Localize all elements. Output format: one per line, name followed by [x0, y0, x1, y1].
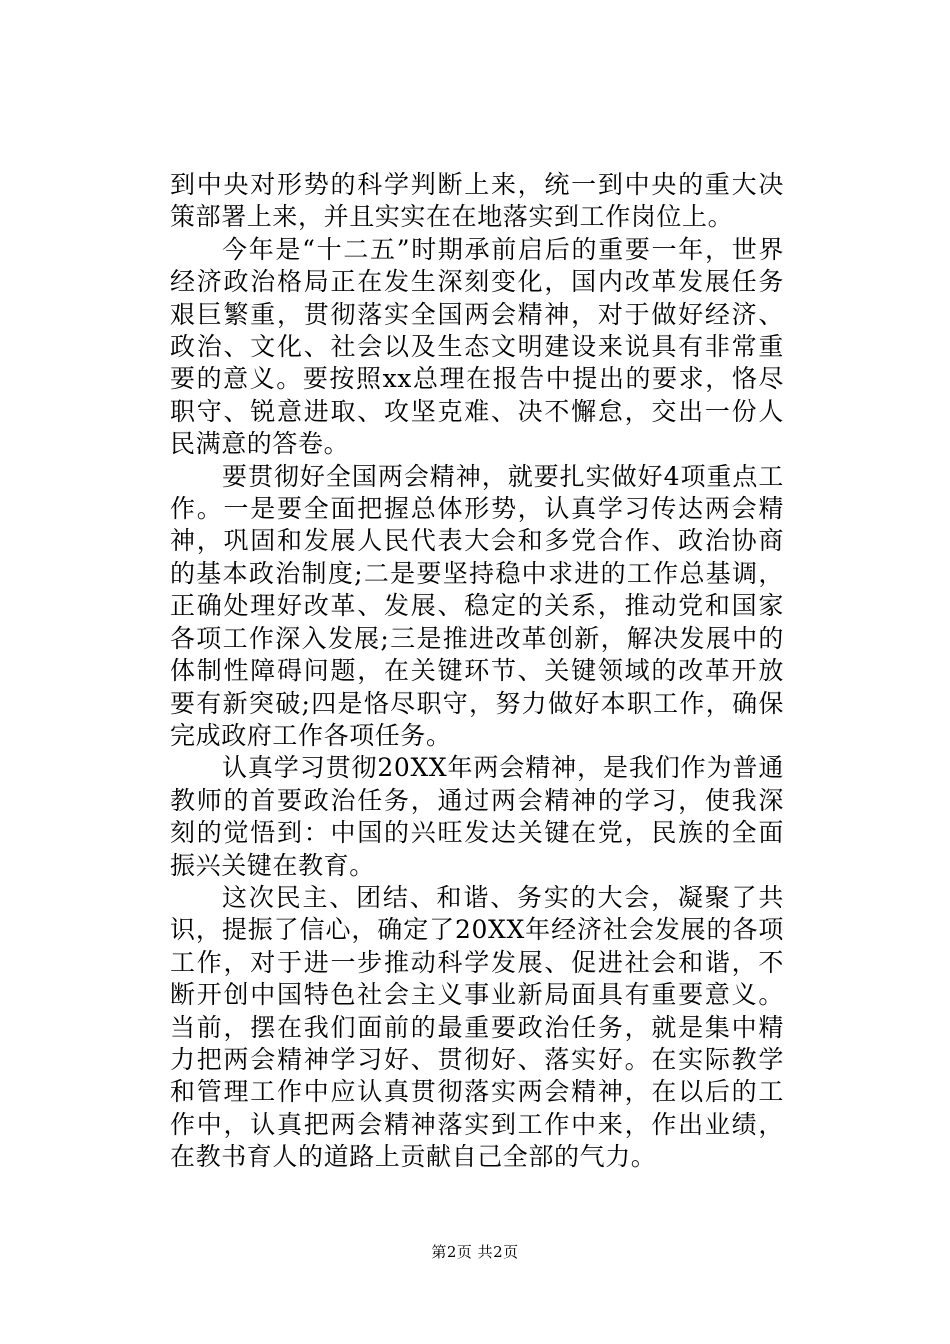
page-number-footer: 第2页 共2页: [431, 1243, 519, 1261]
paragraph-3: 要贯彻好全国两会精神，就要扎实做好4项重点工作。一是要全面把握总体形势，认真学习传达两会精神，巩固和发展人民代表大会和多党合作、政治协商的基本政治制度;二是要坚持稳中求进的工作总基调，正确处理好改革、发展、稳定的关系，推动党和国家各项工作深入发展;三是推进改革创新，解决发展中的体制性障碍问题，在关键环节、关键领域的改革开放要有新突破;四是恪尽职守，努力做好本职工作，确保完成政府工作各项任务。: [170, 461, 784, 750]
paragraph-5: 这次民主、团结、和谐、务实的大会，凝聚了共识，提振了信心，确定了20XX年经济社会发展的各项工作，对于进一步推动科学发展、促进社会和谐，不断开创中国特色社会主义事业新局面具有重要意义。当前，摆在我们面前的最重要政治任务，就是集中精力把两会精神学习好、贯彻好、落实好。在实际教学和管理工作中应认真贯彻落实两会精神，在以后的工作中，认真把两会精神落实到工作中来，作出业绩，在教书育人的道路上贡献自己全部的气力。: [170, 882, 784, 1172]
document-body: [170, 169, 784, 1174]
paragraph-2: 今年是“十二五”时期承前启后的重要一年，世界经济政治格局正在发生深刻变化，国内改革发展任务艰巨繁重，贯彻落实全国两会精神，对于做好经济、政治、文化、社会以及生态文明建设来说具有非常重要的意义。要按照xx总理在报告中提出的要求，恪尽职守、锐意进取、攻坚克难、决不懈怠，交出一份人民满意的答卷。: [170, 234, 784, 459]
paragraph-4: 认真学习贯彻20XX年两会精神，是我们作为普通教师的首要政治任务，通过两会精神的学习，使我深刻的觉悟到：中国的兴旺发达关键在党，民族的全面振兴关键在教育。: [170, 753, 784, 880]
paragraph-continuation: 到中央对形势的科学判断上来，统一到中央的重大决策部署上来，并且实实在在地落实到工作岗位上。: [170, 170, 784, 232]
